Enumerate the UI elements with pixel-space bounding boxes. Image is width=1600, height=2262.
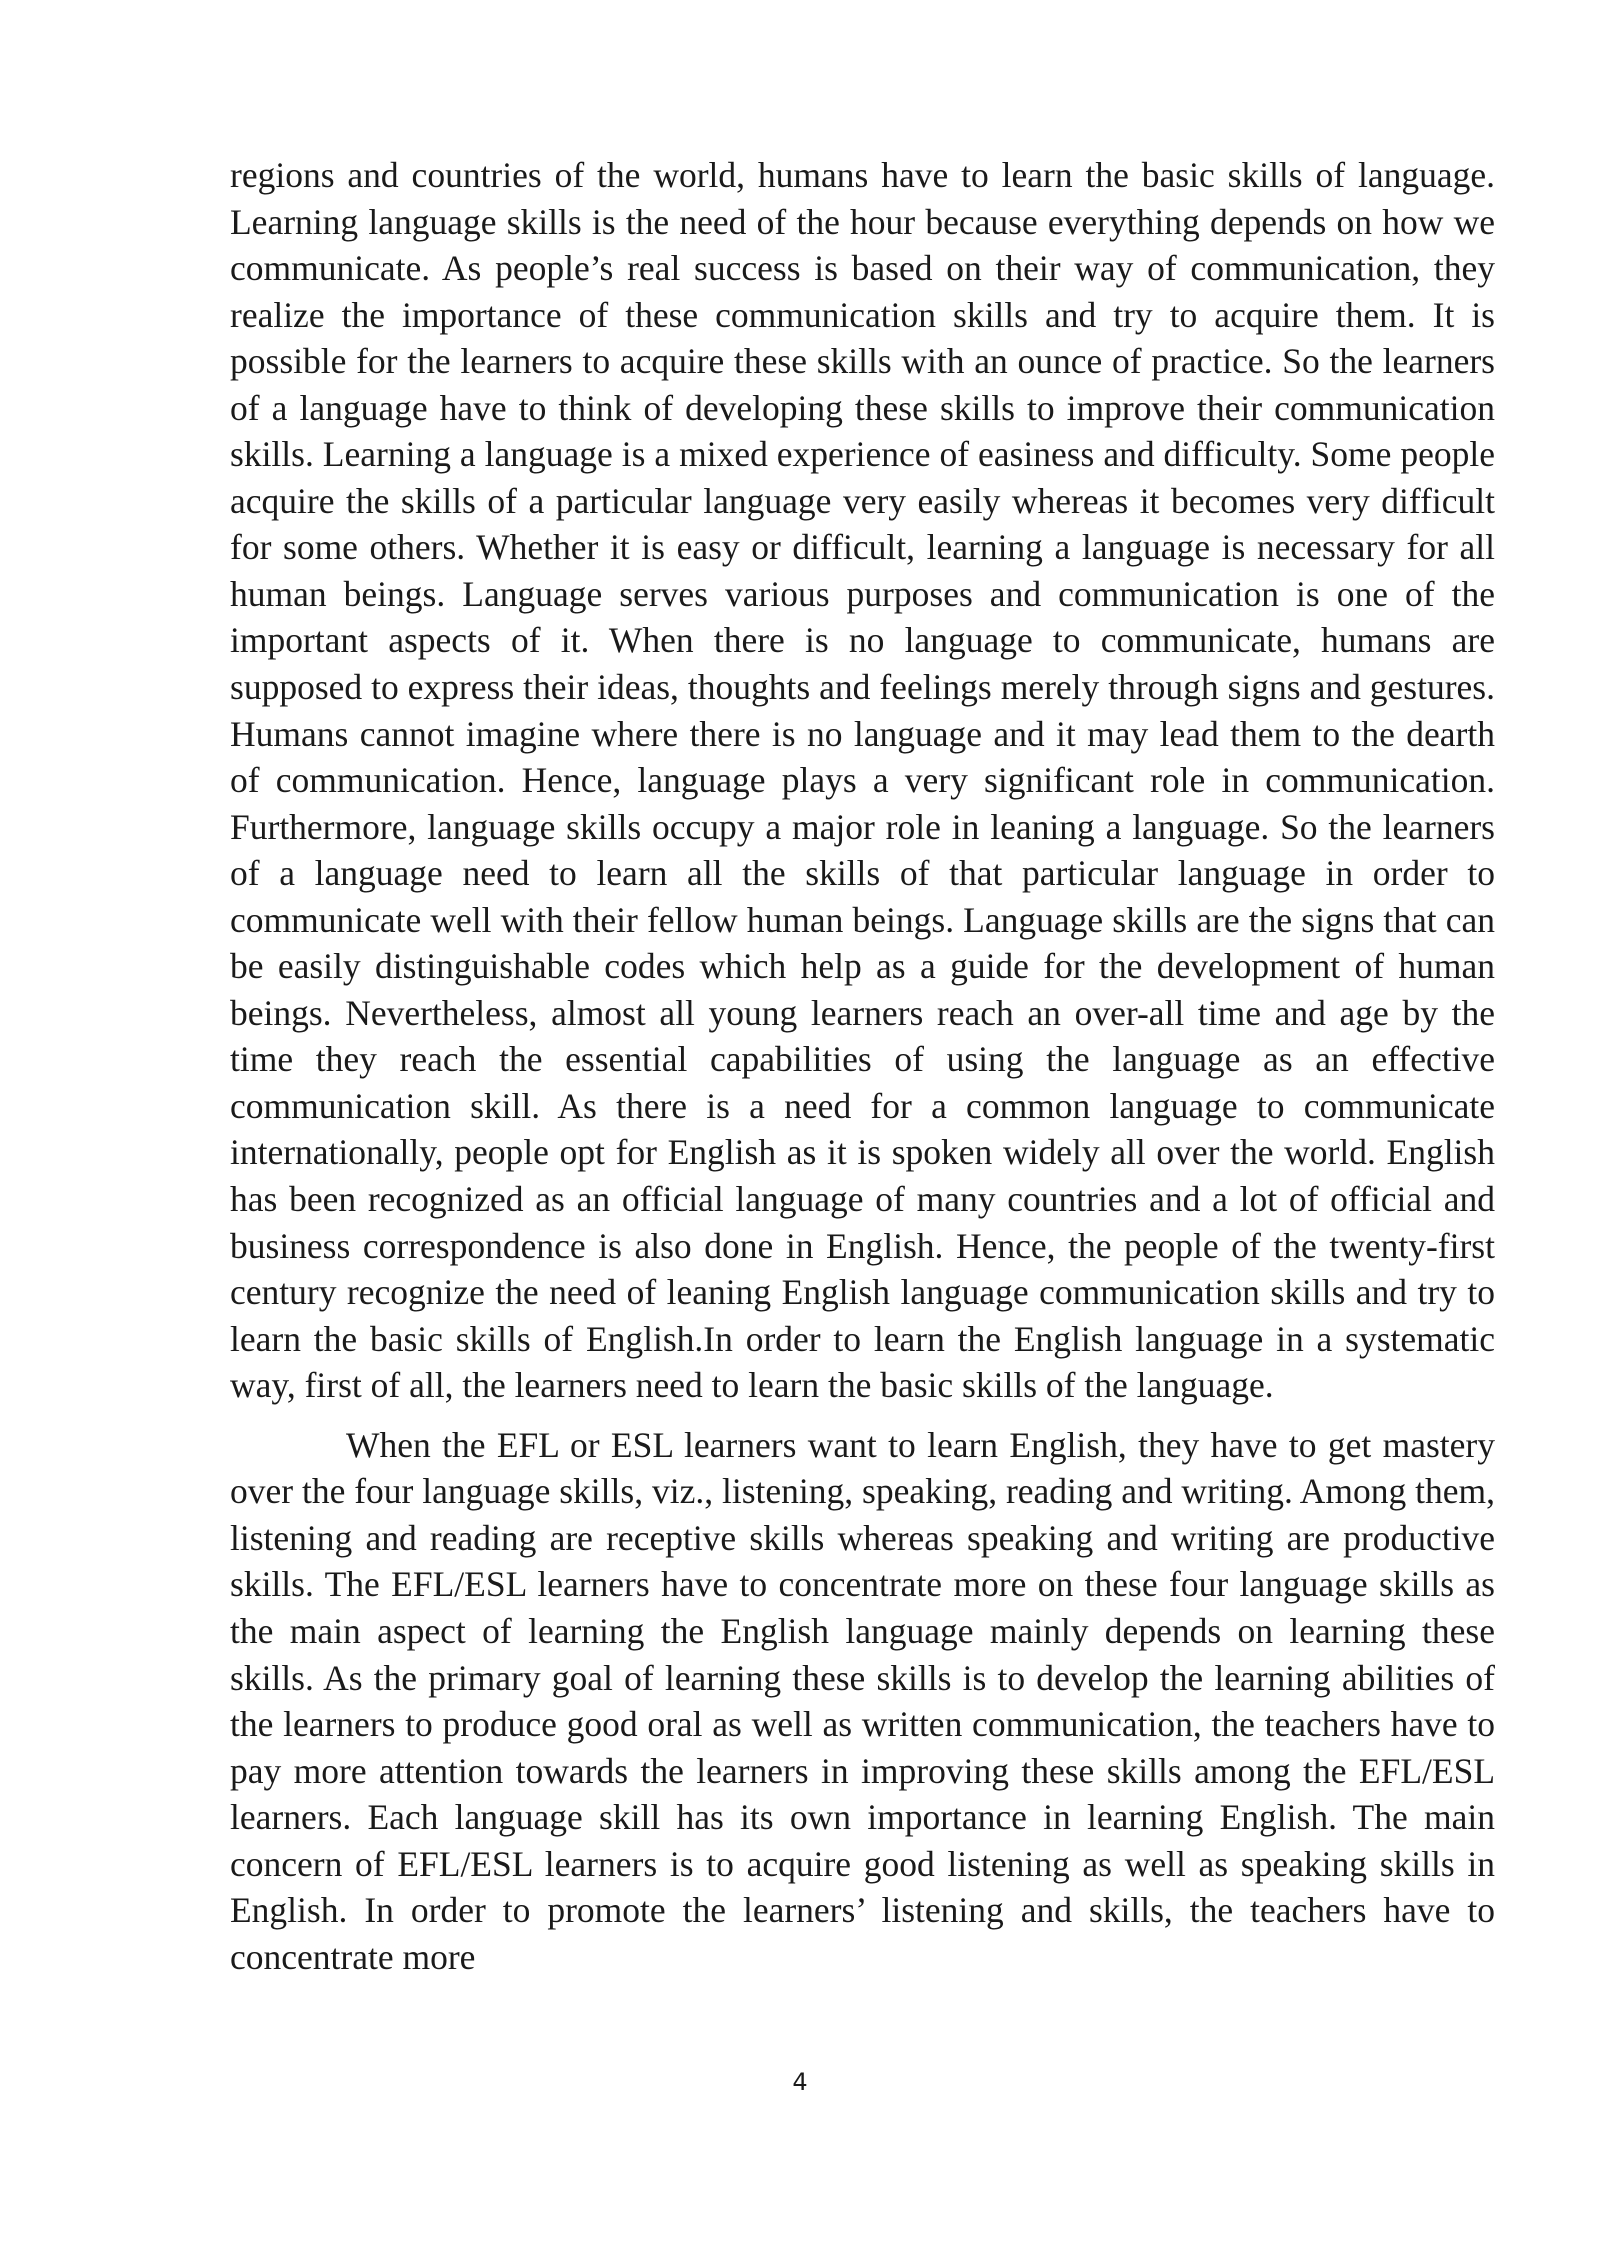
body-text: [230, 152, 1495, 1980]
paragraph-1: regions and countries of the world, humans have to learn the basic skills of language. Learning language skills is the need of the hour because everything depends on how we communicate. As people’s real success is based on their way of communication, they realize the importance of these communication skills and try to acquire them. It is possible for the learners to acquire these skills with an ounce of practice. So the learners of a language have to think of developing these skills to improve their communication skills. Learning a language is a mixed experience of easiness and difficulty. Some people acquire the skills of a particular language very easily whereas it becomes very difficult for some others. Whether it is easy or difficult, learning a language is necessary for all human beings. Language serves various purposes and communication is one of the important aspects of it. When there is no language to communicate, humans are supposed to express their ideas, thoughts and feelings merely through signs and gestures. Humans cannot imagine where there is no language and it may lead them to the dearth of communication. Hence, language plays a very significant role in communication. Furthermore, language skills occupy a major role in leaning a language. So the learners of a language need to learn all the skills of that particular language in order to communicate well with their fellow human beings. Language skills are the signs that can be easily distinguishable codes which help as a guide for the development of human beings. Nevertheless, almost all young learners reach an over-all time and age by the time they reach the essential capabilities of using the language as an effective communication skill. As there is a need for a common language to communicate internationally, people opt for English as it is spoken widely all over the world. English has been recognized as an official language of many countries and a lot of official and business correspondence is also done in English. Hence, the people of the twenty-first century recognize the need of leaning English language communication skills and try to learn the basic skills of English.In order to learn the English language in a systematic way, first of all, the learners need to learn the basic skills of the language.: [230, 155, 1495, 1406]
page-number: 4: [792, 2068, 808, 2096]
paragraph-2: When the EFL or ESL learners want to learn English, they have to get mastery over the four language skills, viz., listening, speaking, reading and writing. Among them, listening and reading are receptive skills whereas speaking and writing are productive skills. The EFL/ESL learners have to concentrate more on these four language skills as the main aspect of learning the English language mainly depends on learning these skills. As the primary goal of learning these skills is to develop the learning abilities of the learners to produce good oral as well as written communication, the teachers have to pay more attention towards the learners in improving these skills among the EFL/ESL learners. Each language skill has its own importance in learning English. The main concern of EFL/ESL learners is to acquire good listening as well as speaking skills in English. In order to promote the learners’ listening and skills, the teachers have to concentrate more: [230, 1424, 1495, 1977]
